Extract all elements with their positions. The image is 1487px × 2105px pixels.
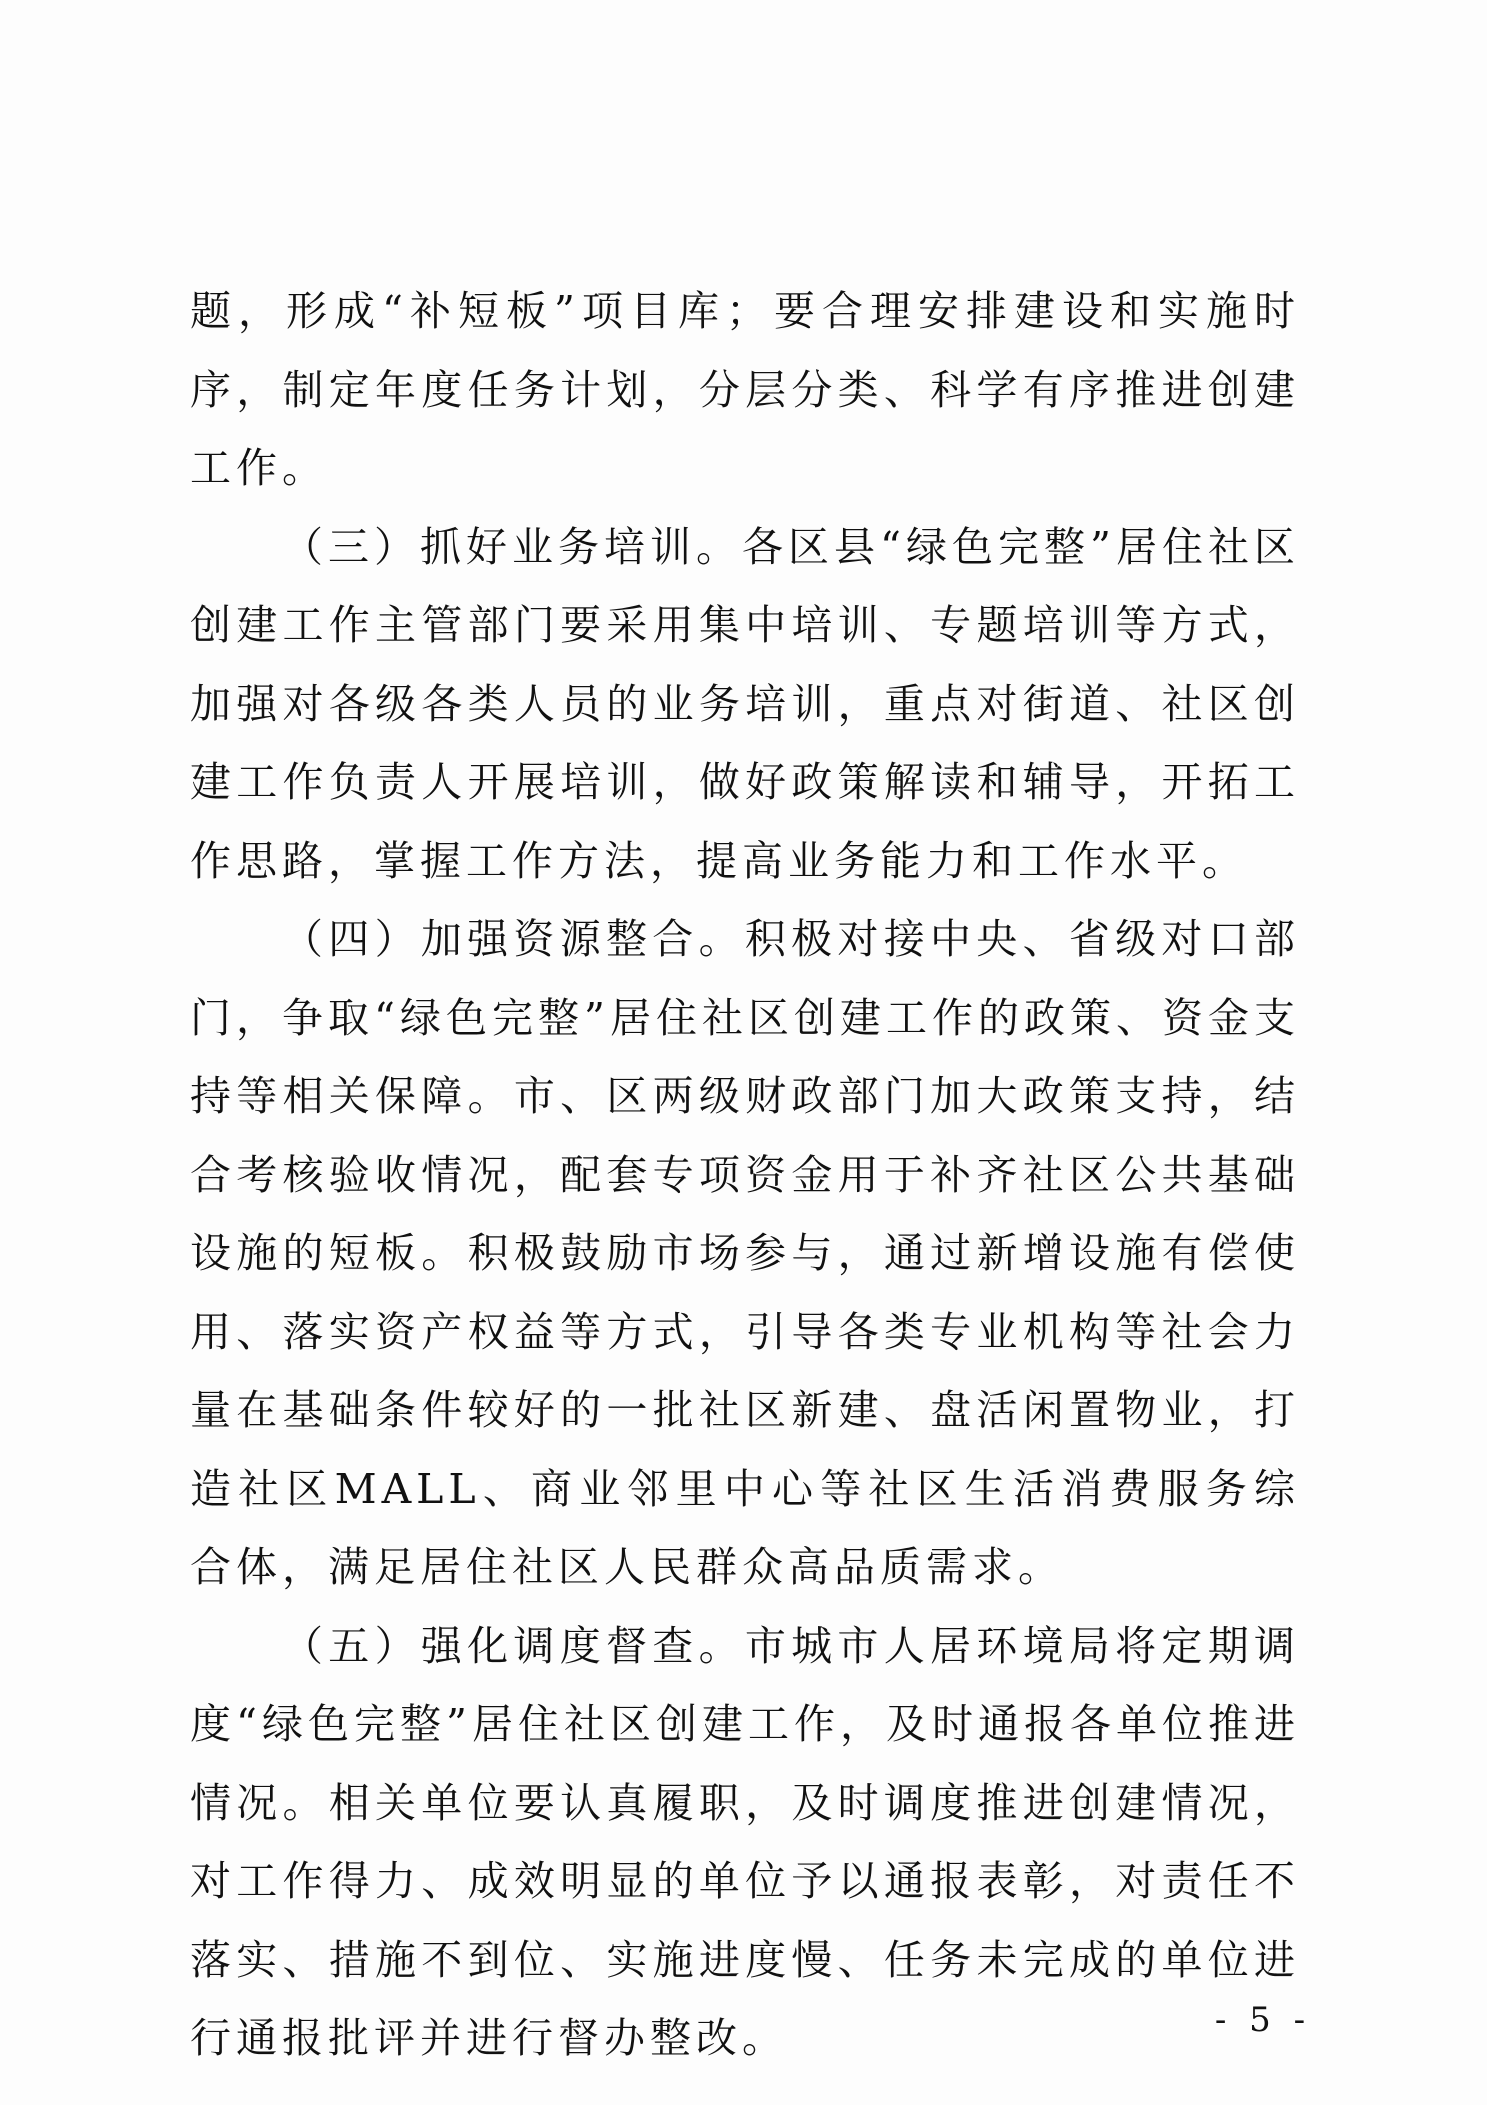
text-line: 单位予以通报表彰，对责任不落实、措施不到位、实施进度慢、 xyxy=(190,1857,1301,1984)
document-body xyxy=(190,272,1300,2078)
text-line: 做好政策解读和辅导，开拓工作思路，掌握工作方法，提高业务 xyxy=(190,758,1301,885)
text-line: 完整”居住社区创建工作，及时通报各单位推进情况。相关单位 xyxy=(190,1700,1300,1827)
text-line: 年度任务计划，分层分类、科学有序推进创建工作。 xyxy=(190,365,1301,492)
paragraph-section-4 xyxy=(190,900,1300,1607)
text-line: 作主管部门要采用集中培训、专题培训等方式，加强对各级各类 xyxy=(190,601,1301,728)
text-line: （三）抓好业务培训。各区县“绿色完整”居住社区创建工 xyxy=(190,522,1300,649)
text-line: 人员的业务培训，重点对街道、社区创建工作负责人开展培训， xyxy=(190,679,1301,806)
paragraph-section-3 xyxy=(190,508,1300,901)
text-line: 能力和工作水平。 xyxy=(880,836,1248,885)
paragraph-continuation xyxy=(190,272,1300,508)
text-line: 足居住社区人民群众高品质需求。 xyxy=(374,1543,1064,1591)
text-line: 题，形成“补短板”项目库；要合理安排建设和实施时序，制定 xyxy=(190,287,1300,414)
text-line: （四）加强资源整合。积极对接中央、省级对口部门，争取 xyxy=(190,915,1300,1042)
text-line: 要认真履职，及时调度推进创建情况，对工作得力、成效明显的 xyxy=(190,1778,1301,1905)
text-line: “绿色完整”居住社区创建工作的政策、资金支持等相关保障。 xyxy=(190,993,1300,1120)
text-line: 打造社区MALL、商业邻里中心等社区生活消费服务综合体，满 xyxy=(190,1386,1300,1591)
paragraph-section-5 xyxy=(190,1607,1300,2078)
text-line: 项资金用于补齐社区公共基础设施的短板。积极鼓励市场参与， xyxy=(190,1150,1301,1277)
text-line: 市、区两级财政部门加大政策支持，结合考核验收情况，配套专 xyxy=(190,1072,1301,1199)
page-number: - 5 - xyxy=(1214,2000,1312,2040)
text-line: 通过新增设施有偿使用、落实资产权益等方式，引导各类专业机 xyxy=(190,1229,1301,1356)
text-line: 构等社会力量在基础条件较好的一批社区新建、盘活闲置物业， xyxy=(190,1307,1301,1434)
text-line: 任务未完成的单位进行通报批评并进行督办整改。 xyxy=(190,1935,1301,2062)
text-line: （五）强化调度督查。市城市人居环境局将定期调度“绿色 xyxy=(190,1621,1300,1748)
